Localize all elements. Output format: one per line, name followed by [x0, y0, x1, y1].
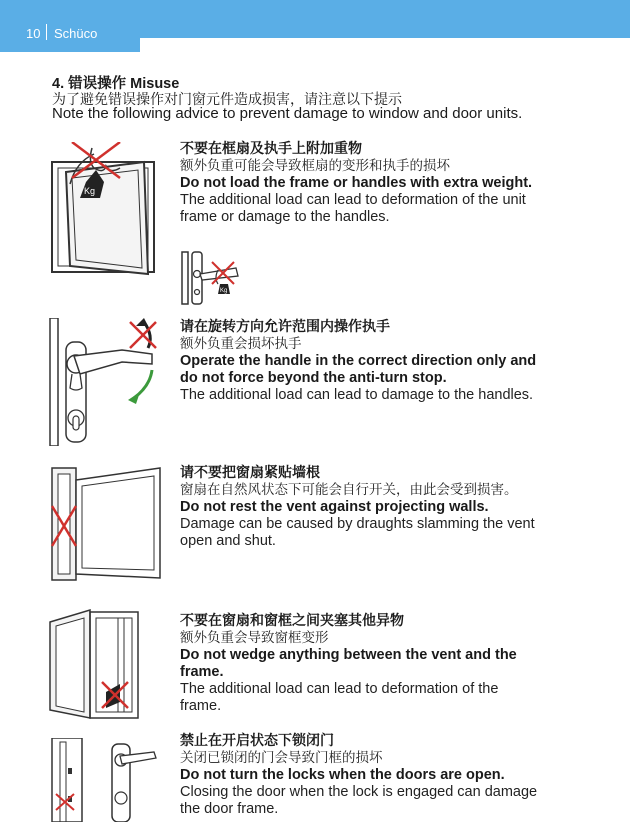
item-title-zh: 请在旋转方向允许范围内操作执手: [180, 319, 390, 335]
item-title-zh: 不要在窗扇和窗框之间夹塞其他异物: [180, 613, 404, 629]
page-number: 10: [26, 26, 41, 41]
misuse-item-2: [180, 318, 540, 404]
vent-wedged-object-icon: [48, 608, 172, 728]
handle-with-weight-icon: [180, 250, 244, 306]
item-desc-en: The additional load can lead to deformation of the unit frame or damage to the handles.: [180, 192, 526, 225]
intro-chinese: 为了避免错误操作对门窗元件造成损害，请注意以下提示: [52, 92, 402, 108]
door-handle-rotation-icon: [48, 318, 166, 446]
item-desc-en: The additional load can lead to deformation of the frame.: [180, 681, 499, 714]
misuse-item-1: [180, 140, 540, 226]
item-title-zh: 禁止在开启状态下锁闭门: [180, 733, 334, 749]
vent-against-wall-icon: [48, 466, 164, 584]
misuse-item-3: [180, 464, 540, 550]
item-title-zh: 请不要把窗扇紧贴墙根: [180, 465, 320, 481]
door-lock-open-icon: [50, 738, 160, 822]
brand-name: Schüco: [54, 26, 98, 41]
misuse-item-4: [180, 612, 540, 715]
item-desc-zh: 额外负重会导致窗框变形: [180, 630, 329, 646]
item-title-en: Operate the handle in the correct direction only and do not force beyond the anti-turn stop.: [180, 353, 537, 386]
item-desc-zh: 关闭已锁闭的门会导致门框的损坏: [180, 750, 383, 766]
item-desc-en: Damage can be caused by draughts slamming the vent open and shut.: [180, 516, 535, 549]
item-title-zh: 不要在框扇及执手上附加重物: [180, 141, 362, 157]
header-separator: [46, 24, 47, 40]
weight-label: Kg: [84, 186, 96, 196]
item-title-en: Do not turn the locks when the doors are open.: [180, 767, 505, 783]
item-desc-en: The additional load can lead to damage to the handles.: [180, 387, 534, 403]
weight-label-small: Kg: [220, 288, 228, 294]
item-desc-zh: 额外负重可能会导致框扇的变形和执手的损坏: [180, 158, 450, 174]
item-title-en: Do not wedge anything between the vent and the frame.: [180, 647, 517, 680]
intro-english: Note the following advice to prevent damage to window and door units.: [52, 105, 523, 122]
item-desc-zh: 窗扇在自然风状态下可能会自行开关，由此会受到损害。: [180, 482, 518, 498]
window-with-hanging-weight-icon: [48, 142, 162, 292]
section-title: 4. 错误操作 Misuse: [52, 76, 180, 92]
item-desc-en: Closing the door when the lock is engaged can damage the door frame.: [180, 784, 538, 817]
item-title-en: Do not rest the vent against projecting walls.: [180, 499, 489, 515]
item-desc-zh: 额外负重会损坏执手: [180, 336, 302, 352]
item-title-en: Do not load the frame or handles with extra weight.: [180, 175, 533, 191]
misuse-item-5: [180, 732, 540, 818]
